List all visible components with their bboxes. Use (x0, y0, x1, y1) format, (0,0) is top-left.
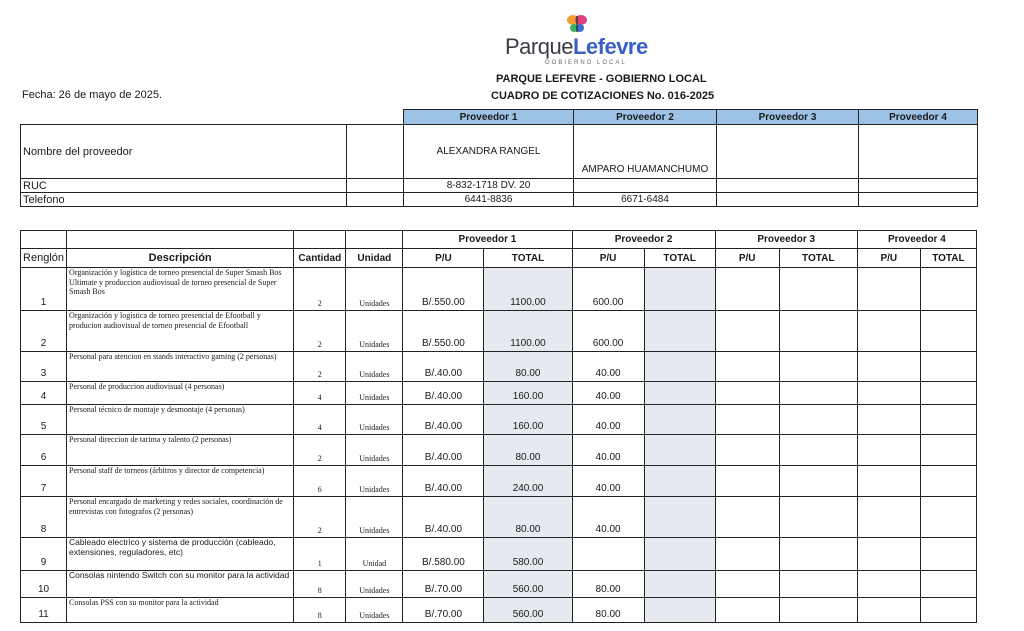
row-p1-total: 160.00 (484, 405, 572, 435)
row-unit: Unidades (346, 598, 403, 623)
row-p1-unit-price: B/.550.00 (403, 311, 484, 352)
logo-wordmark: ParqueLefevre (505, 34, 648, 59)
row-p4-total (920, 435, 976, 466)
row-p2-total (644, 538, 715, 571)
row-p4-unit-price (857, 571, 920, 598)
row-p2-unit-price: 40.00 (572, 497, 644, 538)
row-description: Personal direccion de tarima y talento (2 personas) (67, 435, 294, 466)
row-number: 8 (21, 497, 67, 538)
row-quantity: 8 (294, 598, 346, 623)
table-row (21, 268, 977, 311)
row-p4-unit-price (857, 497, 920, 538)
row-p3-unit-price (715, 497, 779, 538)
row-p3-total (779, 538, 857, 571)
col-p2-total: TOTAL (644, 249, 715, 268)
row-p3-total (779, 405, 857, 435)
table-row (21, 571, 977, 598)
row-quantity: 8 (294, 571, 346, 598)
row-p2-unit-price: 600.00 (572, 311, 644, 352)
row-p2-total (644, 466, 715, 497)
row-quantity: 4 (294, 405, 346, 435)
row-p4-unit-price (857, 352, 920, 382)
provider-4-header: Proveedor 4 (859, 110, 978, 125)
row-unit: Unidades (346, 352, 403, 382)
row-p1-total: 580.00 (484, 538, 572, 571)
col-descripcion: Descripción (67, 249, 294, 268)
row-p3-unit-price (715, 435, 779, 466)
row-p2-total (644, 435, 715, 466)
row-p1-total: 560.00 (484, 571, 572, 598)
row-description: Cableado electrico y sistema de producción (cableado, extensiones, reguladores, etc) (67, 538, 294, 571)
row-p1-total: 80.00 (484, 497, 572, 538)
row-number: 4 (21, 382, 67, 405)
row-p3-total (779, 466, 857, 497)
provider-2-name: AMPARO HUAMANCHUMO (574, 125, 717, 179)
row-p3-unit-price (715, 382, 779, 405)
row-p1-total: 1100.00 (484, 311, 572, 352)
table-row (21, 538, 977, 571)
row-p1-unit-price: B/.40.00 (403, 497, 484, 538)
row-p3-unit-price (715, 466, 779, 497)
row-quantity: 1 (294, 538, 346, 571)
row-p4-total (920, 311, 976, 352)
provider-name-label: Nombre del proveedor (21, 125, 347, 179)
row-p2-total (644, 497, 715, 538)
row-p3-total (779, 352, 857, 382)
col-p2-pu: P/U (572, 249, 644, 268)
row-description: Personal técnico de montaje y desmontaje (4 personas) (67, 405, 294, 435)
row-description: Personal para atencion en stands interactivo gaming (2 personas) (67, 352, 294, 382)
table-row (21, 405, 977, 435)
parque-lefevre-logo (505, 12, 675, 72)
row-p2-total (644, 571, 715, 598)
row-p2-total (644, 405, 715, 435)
row-quantity: 2 (294, 352, 346, 382)
provider-2-phone: 6671-6484 (574, 193, 717, 207)
row-p2-total (644, 268, 715, 311)
butterfly-icon (565, 12, 589, 36)
provider-1-group: Proveedor 1 (403, 231, 572, 249)
row-unit: Unidades (346, 497, 403, 538)
col-p3-total: TOTAL (779, 249, 857, 268)
row-p1-unit-price: B/.40.00 (403, 382, 484, 405)
date-label: Fecha: 26 de mayo de 2025. (22, 89, 163, 101)
row-p4-unit-price (857, 598, 920, 623)
row-p1-unit-price: B/.580.00 (403, 538, 484, 571)
row-p1-unit-price: B/.70.00 (403, 571, 484, 598)
row-p3-unit-price (715, 268, 779, 311)
row-quantity: 4 (294, 382, 346, 405)
row-p3-unit-price (715, 598, 779, 623)
row-p2-total (644, 598, 715, 623)
row-quantity: 2 (294, 435, 346, 466)
row-number: 11 (21, 598, 67, 623)
row-p3-unit-price (715, 352, 779, 382)
row-p4-total (920, 538, 976, 571)
row-number: 10 (21, 571, 67, 598)
row-p3-total (779, 497, 857, 538)
provider-2-group: Proveedor 2 (572, 231, 715, 249)
row-p4-total (920, 405, 976, 435)
row-p3-total (779, 571, 857, 598)
row-p3-unit-price (715, 571, 779, 598)
row-p3-total (779, 598, 857, 623)
row-p2-unit-price: 80.00 (572, 598, 644, 623)
row-p4-total (920, 466, 976, 497)
row-unit: Unidades (346, 382, 403, 405)
row-description: Consolas PSS con su monitor para la actividad (67, 598, 294, 623)
row-p3-total (779, 435, 857, 466)
provider-2-header: Proveedor 2 (574, 110, 717, 125)
col-p3-pu: P/U (715, 249, 779, 268)
row-p2-total (644, 352, 715, 382)
row-p4-unit-price (857, 382, 920, 405)
col-renglon: Renglón (21, 249, 67, 268)
row-p3-total (779, 311, 857, 352)
phone-label: Telefono (21, 193, 347, 207)
row-p1-unit-price: B/.40.00 (403, 435, 484, 466)
row-p1-unit-price: B/.40.00 (403, 352, 484, 382)
col-p1-total: TOTAL (484, 249, 572, 268)
provider-3-group: Proveedor 3 (715, 231, 857, 249)
table-row (21, 352, 977, 382)
row-p3-total (779, 382, 857, 405)
provider-4-group: Proveedor 4 (857, 231, 976, 249)
row-unit: Unidades (346, 268, 403, 311)
row-p3-unit-price (715, 538, 779, 571)
provider-info-table (20, 109, 978, 207)
col-p4-total: TOTAL (920, 249, 976, 268)
provider-1-phone: 6441-8836 (404, 193, 574, 207)
row-p1-unit-price: B/.40.00 (403, 405, 484, 435)
table-row (21, 598, 977, 623)
row-p4-total (920, 268, 976, 311)
row-quantity: 2 (294, 311, 346, 352)
row-p2-unit-price: 40.00 (572, 352, 644, 382)
provider-1-ruc: 8-832-1718 DV. 20 (404, 179, 574, 193)
row-quantity: 2 (294, 497, 346, 538)
row-number: 9 (21, 538, 67, 571)
row-p2-unit-price: 80.00 (572, 571, 644, 598)
row-p2-total (644, 311, 715, 352)
row-p2-unit-price: 40.00 (572, 466, 644, 497)
row-p1-total: 160.00 (484, 382, 572, 405)
col-unidad: Unidad (346, 249, 403, 268)
logo-subtitle: GOBIERNO LOCAL (545, 60, 627, 66)
header-org: PARQUE LEFEVRE - GOBIERNO LOCAL (496, 73, 707, 85)
row-p2-unit-price: 40.00 (572, 382, 644, 405)
row-description: Organización y logística de torneo presencial de Efootball y producion audiovisual de torneo presencial de Efootball (67, 311, 294, 352)
row-number: 5 (21, 405, 67, 435)
row-unit: Unidades (346, 405, 403, 435)
row-p1-total: 80.00 (484, 352, 572, 382)
row-p4-unit-price (857, 538, 920, 571)
header-title: CUADRO DE COTIZACIONES No. 016-2025 (491, 90, 715, 102)
row-unit: Unidad (346, 538, 403, 571)
row-number: 2 (21, 311, 67, 352)
row-p4-total (920, 352, 976, 382)
row-p4-unit-price (857, 466, 920, 497)
row-p3-unit-price (715, 405, 779, 435)
table-row (21, 311, 977, 352)
row-quantity: 2 (294, 268, 346, 311)
row-unit: Unidades (346, 435, 403, 466)
row-p4-total (920, 598, 976, 623)
quotation-table (20, 230, 977, 623)
table-row (21, 466, 977, 497)
ruc-label: RUC (21, 179, 347, 193)
row-description: Organización y logística de torneo presencial de Super Smash Bos Ultimate y produccion audiovisual de torneo presencial de Super Smash Bos (67, 268, 294, 311)
col-p1-pu: P/U (403, 249, 484, 268)
row-number: 7 (21, 466, 67, 497)
row-p4-unit-price (857, 311, 920, 352)
row-p4-unit-price (857, 435, 920, 466)
row-p1-total: 560.00 (484, 598, 572, 623)
row-p2-total (644, 382, 715, 405)
row-p2-unit-price: 40.00 (572, 435, 644, 466)
row-p1-total: 1100.00 (484, 268, 572, 311)
row-p1-total: 240.00 (484, 466, 572, 497)
table-row (21, 382, 977, 405)
row-p3-total (779, 268, 857, 311)
row-p4-total (920, 571, 976, 598)
row-p2-unit-price (572, 538, 644, 571)
row-number: 6 (21, 435, 67, 466)
row-p2-unit-price: 600.00 (572, 268, 644, 311)
row-number: 1 (21, 268, 67, 311)
table-row (21, 497, 977, 538)
row-unit: Unidades (346, 311, 403, 352)
row-unit: Unidades (346, 466, 403, 497)
row-number: 3 (21, 352, 67, 382)
row-p1-unit-price: B/.550.00 (403, 268, 484, 311)
row-p1-total: 80.00 (484, 435, 572, 466)
row-description: Personal encargado de marketing y redes sociales, coordinación de entrevistas con fotografos (2 personas) (67, 497, 294, 538)
row-description: Personal de produccion audiovisual (4 personas) (67, 382, 294, 405)
row-p3-unit-price (715, 311, 779, 352)
row-p4-unit-price (857, 268, 920, 311)
provider-1-name: ALEXANDRA RANGEL (404, 125, 574, 179)
row-p4-total (920, 497, 976, 538)
provider-3-header: Proveedor 3 (717, 110, 859, 125)
row-p1-unit-price: B/.70.00 (403, 598, 484, 623)
row-description: Consolas nintendo Switch con su monitor para la actividad (67, 571, 294, 598)
row-p1-unit-price: B/.40.00 (403, 466, 484, 497)
col-p4-pu: P/U (857, 249, 920, 268)
row-p2-unit-price: 40.00 (572, 405, 644, 435)
provider-1-header: Proveedor 1 (404, 110, 574, 125)
row-quantity: 6 (294, 466, 346, 497)
row-p4-total (920, 382, 976, 405)
row-unit: Unidades (346, 571, 403, 598)
table-row (21, 435, 977, 466)
row-description: Personal staff de torneos (árbitros y director de competencia) (67, 466, 294, 497)
col-cantidad: Cantidad (294, 249, 346, 268)
row-p4-unit-price (857, 405, 920, 435)
